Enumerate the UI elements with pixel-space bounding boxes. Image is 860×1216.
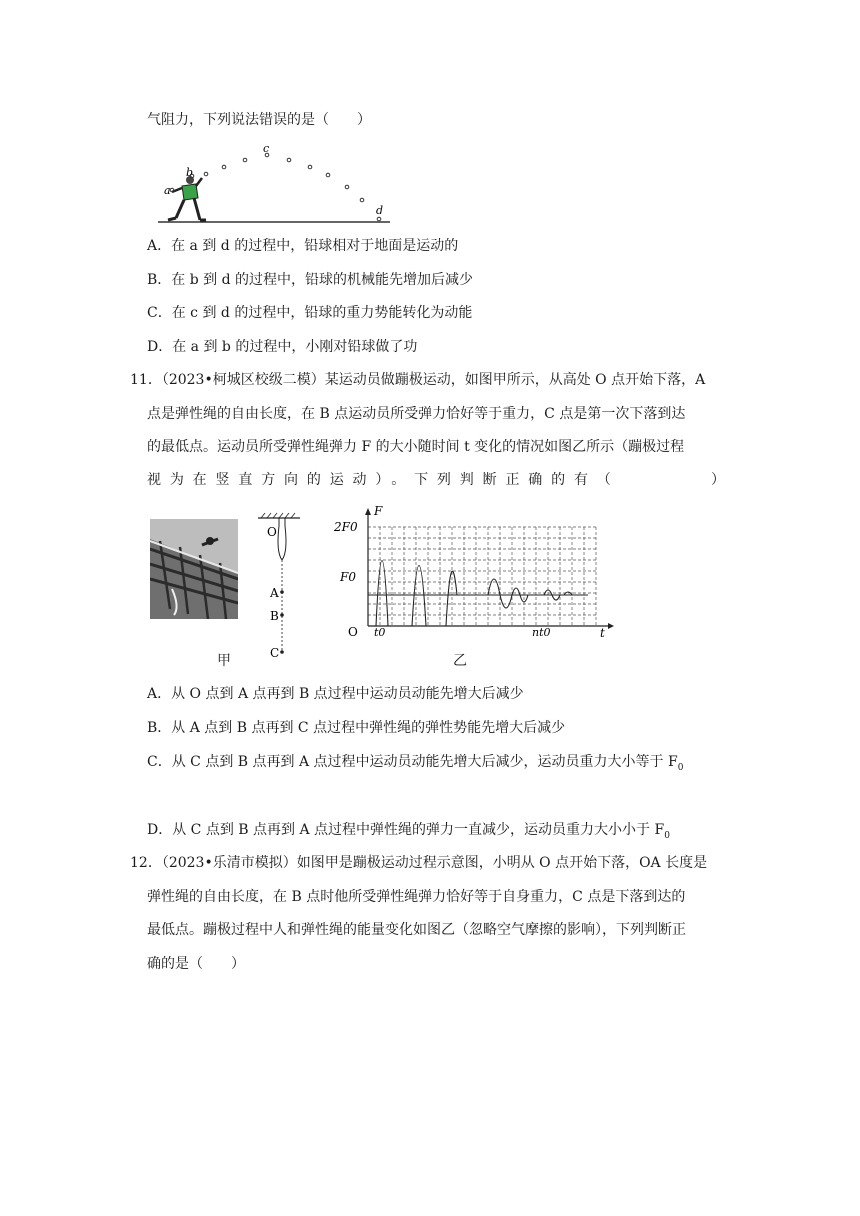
q12-stem-line1: 12．（2023•乐清市模拟）如图甲是蹦极运动过程示意图，小明从 O 点开始下落，OA 长度是 [130,855,708,871]
q10-option-a: A．在 a 到 d 的过程中，铅球相对于地面是运动的 [147,238,459,254]
tick-f0: F0 [340,570,356,584]
point-b-label: B [270,609,279,623]
bungee-photo [150,519,238,619]
point-o-label: O [267,525,277,539]
tick-2f0: 2F0 [334,520,358,534]
athlete-figure [168,176,206,220]
q11-option-c: C．从 C 点到 B 点再到 A 点过程中运动员动能先增大后减少，运动员重力大小等于 $F_0$ [147,754,684,773]
q10-option-b: B．在 b 到 d 的过程中，铅球的机械能先增加后减少 [147,272,474,288]
point-a-label: A [270,586,279,600]
bungee-rope-diagram [252,512,312,662]
q12-stem-line4: 确的是（ ） [147,956,245,972]
axis-label-f: F [374,505,383,518]
axis-label-t: t [600,626,605,640]
q11-stem-line2: 点是弹性绳的自由长度，在 B 点运动员所受弹力恰好等于重力，C 点是第一次下落到达 [147,406,686,422]
fig-yi-caption: 乙 [453,653,467,669]
q10-option-c: C．在 c 到 d 的过程中，铅球的重力势能转化为动能 [147,305,473,321]
label-a: a [164,184,171,197]
force-time-graph [330,505,615,645]
q12-stem-line2: 弹性绳的自由长度，在 B 点时他所受弹性绳弹力恰好等于自身重力，C 点是下落到达的 [147,889,686,905]
q12-stem-line3: 最低点。蹦极过程中人和弹性绳的能量变化如图乙（忽略空气摩擦的影响），下列判断正 [147,922,686,938]
q11-option-a: A．从 O 点到 A 点再到 B 点过程中运动员动能先增大后减少 [147,686,524,702]
label-c: c [263,142,270,155]
origin-label: O [348,625,358,639]
tick-t0: t0 [374,626,386,639]
q11-stem-line1: 11．（2023•柯城区校级二模）某运动员做蹦极运动，如图甲所示，从高处 O 点开始下落，A [130,372,706,388]
label-d: d [376,204,384,217]
q11-option-d: D．从 C 点到 B 点再到 A 点过程中弹性绳的弹力一直减少，运动员重力大小小于 $F_0$ [147,822,670,841]
q10-stem-tail: 气阻力，下列说法错误的是（ ） [147,112,371,128]
fig-jia-caption: 甲 [217,653,231,669]
q11-option-b: B．从 A 点到 B 点再到 C 点过程中弹性绳的弹性势能先增大后减少 [147,720,566,736]
q11-stem-line4: 视为在竖直方向的运动）。下列判断正确的有（ ） [147,472,725,488]
label-b: b [186,166,194,179]
q10-option-d: D．在 a 到 b 的过程中，小刚对铅球做了功 [147,339,418,355]
q11-stem-line3: 的最低点。运动员所受弹性绳弹力 F 的大小随时间 t 变化的情况如图乙所示（蹦极过程 [147,439,685,455]
tick-nt0: nt0 [532,626,551,639]
point-c-label: C [270,646,280,660]
shot-put-figure [150,140,395,226]
